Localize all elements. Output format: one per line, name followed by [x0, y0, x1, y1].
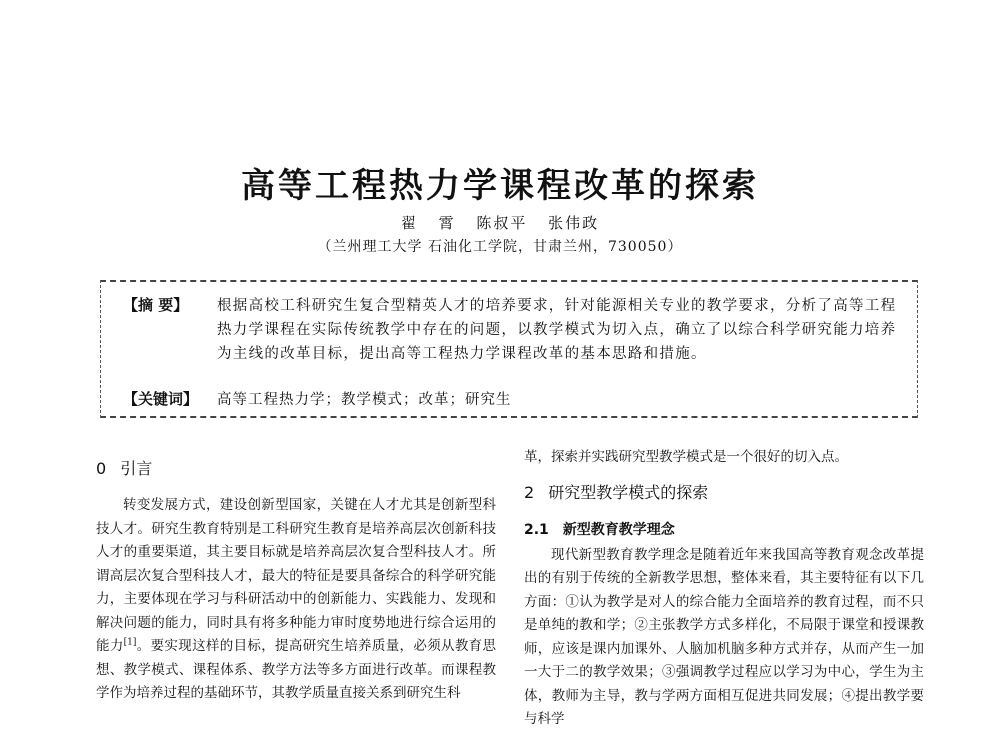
affiliation: （兰州理工大学 石油化工学院，甘肃兰州，730050）: [317, 239, 683, 255]
section-title: 引言: [120, 459, 153, 478]
paper-title: 高等工程热力学课程改革的探索: [241, 166, 759, 206]
intro-text-part-b: 。要实现这样的目标，提高研究生培养质量，必须从教育思想、教学模式、课程体系、教学方法等多方面进行改革。而课程教学作为培养过程的基础环节，其教学质量直接关系到研究生科: [96, 638, 497, 701]
abstract-text: 根据高校工科研究生复合型精英人才的培养要求，针对能源相关专业的教学要求，分析了高等工程热力学课程在实际传统教学中存在的问题，以教学模式为切入点，确立了以综合科学研究能力培养为主线的改革目标，提出高等工程热力学课程改革的基本思路和措施。: [217, 298, 897, 362]
keywords-label: 【关键词】: [123, 390, 199, 408]
intro-text-part-a: 转变发展方式，建设创新型国家，关键在人才尤其是创新型科技人才。研究生教育特别是工科研究生教育是培养高层次创新科技人才的重要渠道，其主要目标就是培养高层次复合型科技人才。所谓高层次复合型科技人才，最大的特征是要具备综合的科学研究能力，主要体现在学习与科研活动中的创新能力、实践能力、发现和解决问题的能力，同时具有将多种能力审时度势地进行综合运用的能力: [96, 497, 496, 654]
section-number: 2: [524, 482, 535, 502]
section-title: 研究型教学模式的探索: [548, 482, 709, 502]
intro-paragraph: [96, 494, 496, 706]
keywords-text: 高等工程热力学；教学模式；改革；研究生: [217, 392, 512, 408]
subsection-title: 新型教育教学理念: [562, 521, 675, 538]
left-column: [96, 456, 496, 706]
abstract-label: 【摘 要】: [123, 296, 189, 314]
section-heading-intro: [96, 456, 496, 482]
citation-ref: [1]: [123, 637, 137, 648]
section-number: 0: [96, 459, 107, 478]
right-column: [524, 446, 924, 732]
concept-paragraph: 现代新型教育教学理念是随着近年来我国高等教育观念改革提出的有别于传统的全新教学思想，整体来看，其主要特征有以下几方面：①认为教学是对人的综合能力全面培养的教育过程，而不只是单纯的教和学；②主张教学方式多样化，不局限于课堂和授课教师，应该是课内加课外、人脑加机脑多种方式并存，从而产生一加一大于二的教学效果；③强调教学过程应以学习为中心，学生为主体，教师为主导，教与学两方面相互促进共同发展；④提出教学要与科学: [524, 546, 924, 727]
subsection-number: 2.1: [524, 521, 549, 538]
continued-text: 革，探索并实践研究型教学模式是一个很好的切入点。: [524, 449, 848, 465]
abstract-box: [100, 280, 918, 418]
subsection-heading-2-1: [524, 518, 924, 542]
section-heading-2: [524, 480, 924, 506]
author-list: 翟 霄 陈叔平 张伟政: [400, 214, 600, 232]
